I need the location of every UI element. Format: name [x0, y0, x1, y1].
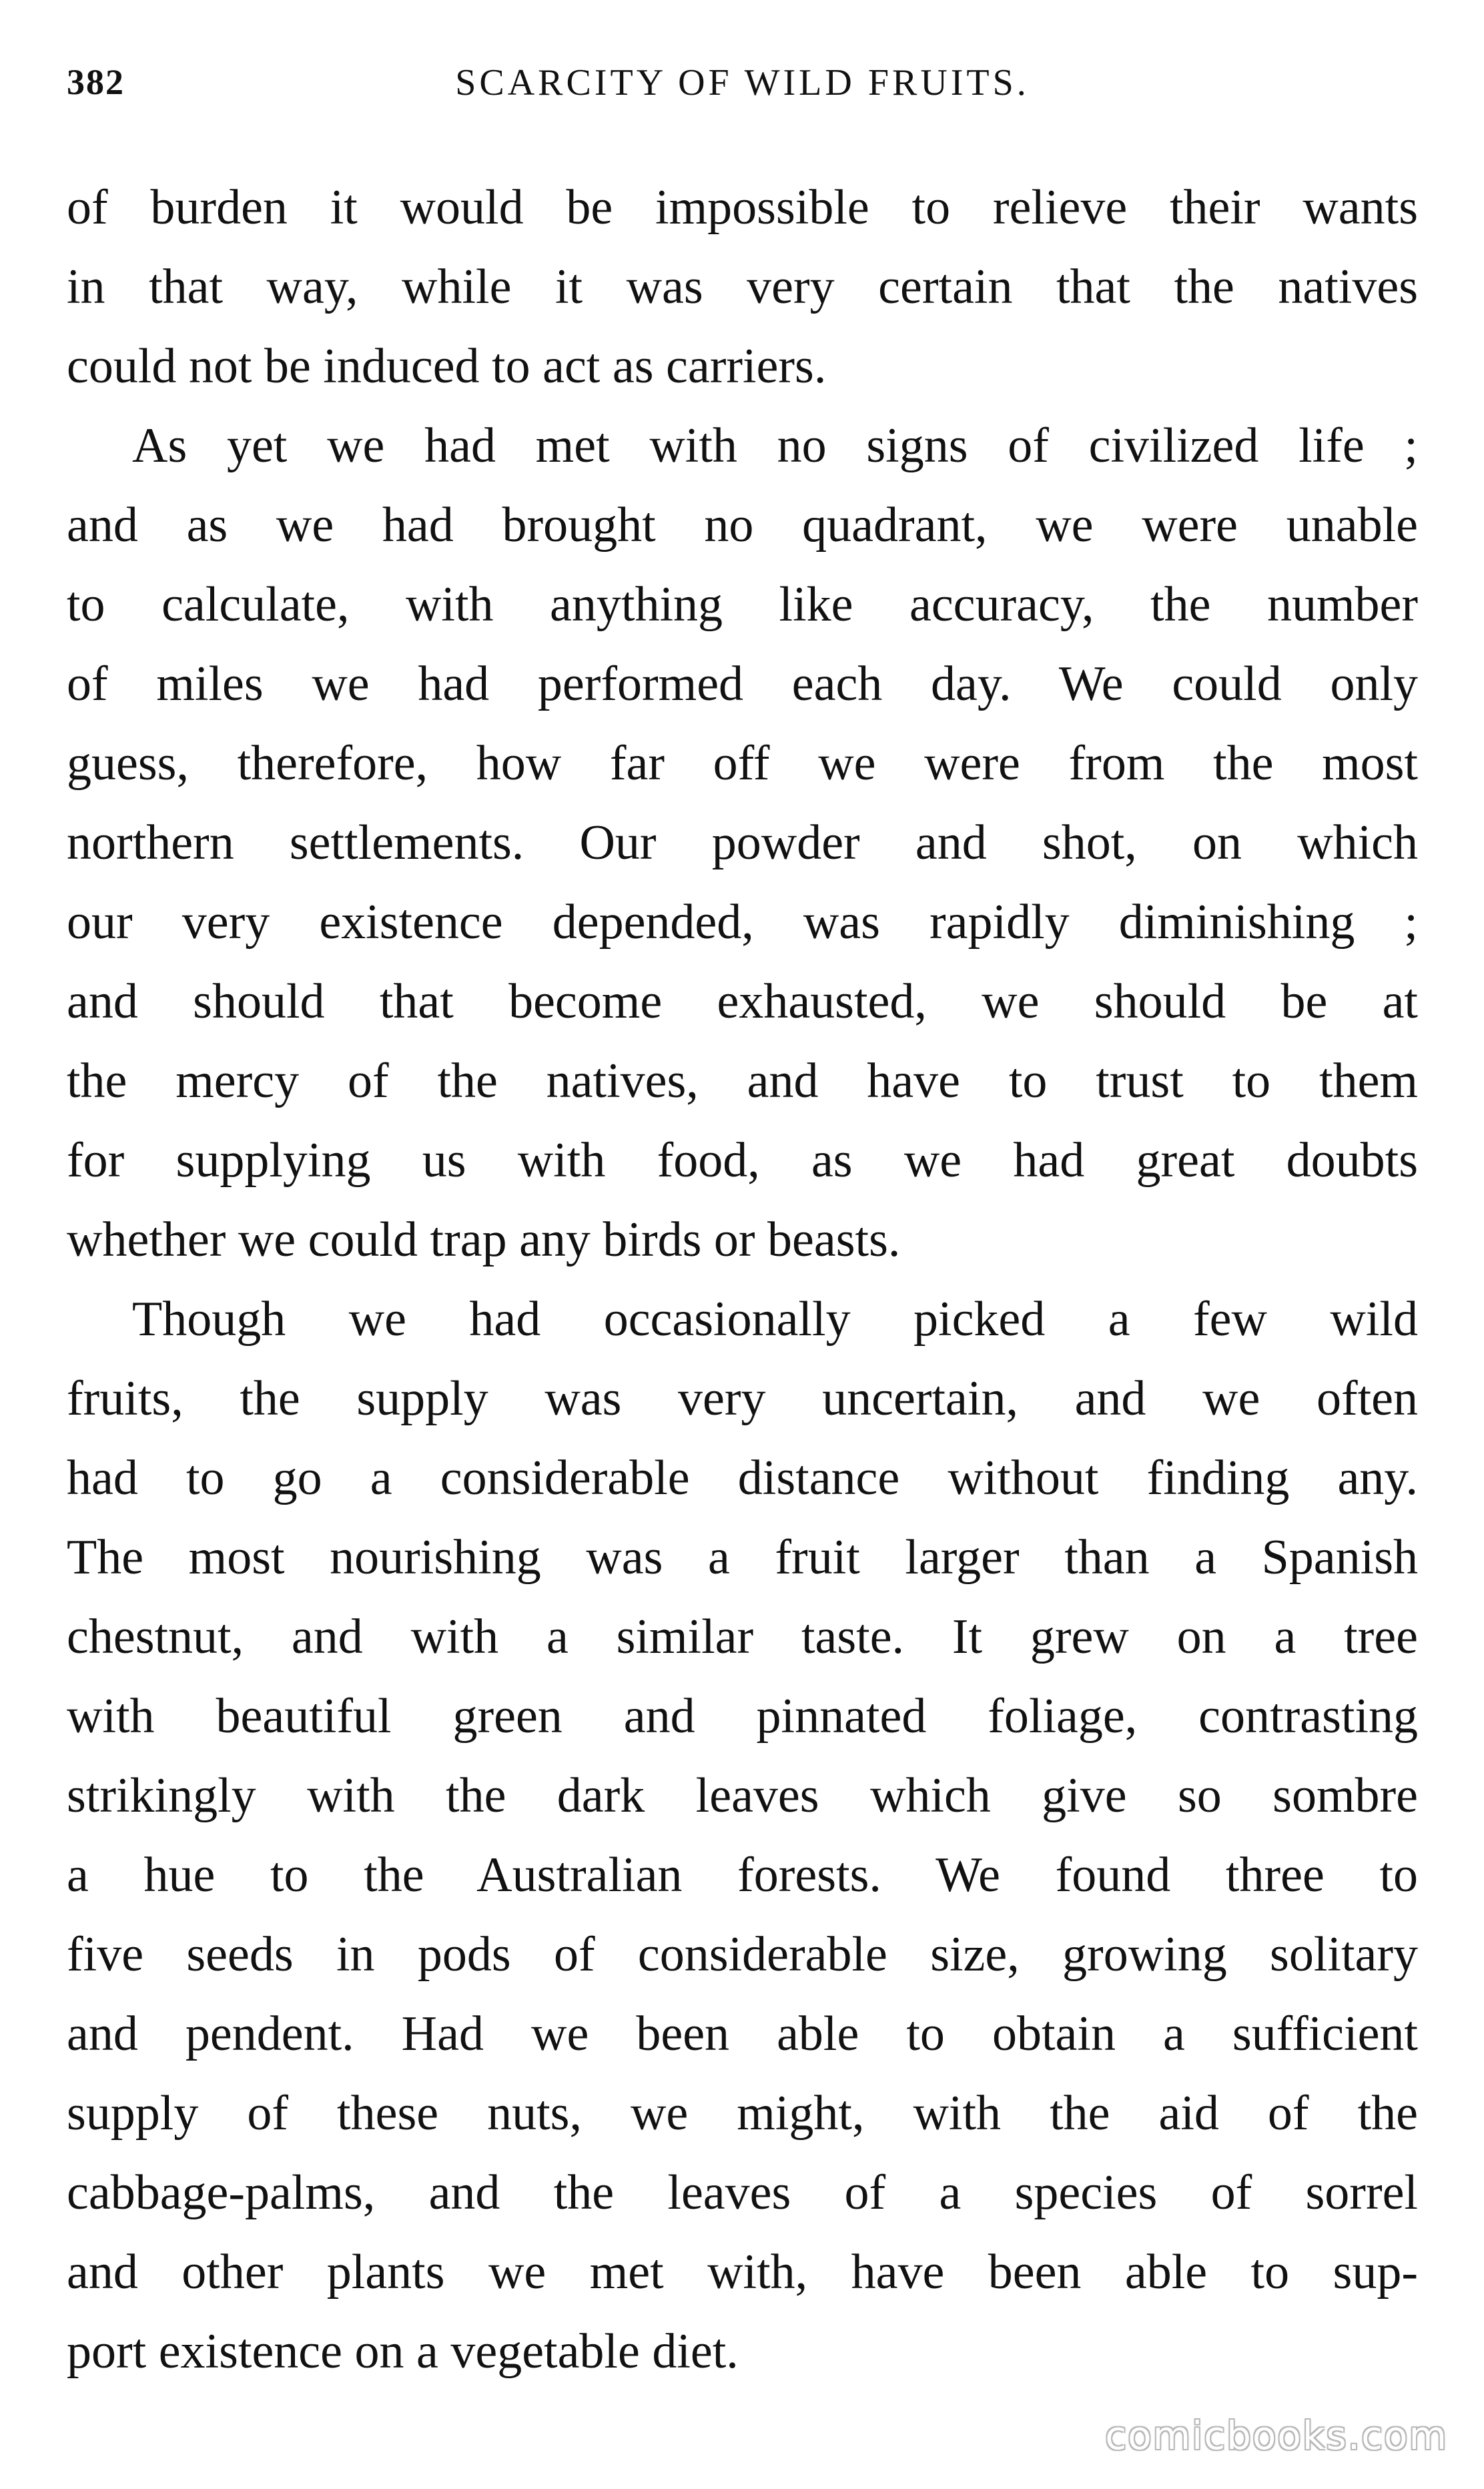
- text-line: of burden it would be impossible to relieve their wants: [67, 180, 1418, 235]
- text-line: fruits, the supply was very uncertain, and we often: [67, 1371, 1418, 1426]
- watermark: comicbooks.com: [1105, 2413, 1448, 2458]
- text-line: of miles we had performed each day. We could only: [67, 657, 1418, 711]
- text-line: guess, therefore, how far off we were from the most: [67, 736, 1418, 791]
- text-line: in that way, while it was very certain that the natives: [67, 260, 1418, 314]
- paragraph-2: [67, 406, 1418, 1280]
- text-line: cabbage-palms, and the leaves of a species of sorrel: [67, 2165, 1418, 2220]
- text-line: The most nourishing was a fruit larger than a Spanish: [67, 1530, 1418, 1585]
- text-line: As yet we had met with no signs of civilized life ;: [132, 418, 1418, 473]
- text-line: and other plants we met with, have been able to sup-: [67, 2245, 1418, 2299]
- text-line: for supplying us with food, as we had great doubts: [67, 1133, 1418, 1188]
- text-line: and should that become exhausted, we should be at: [67, 974, 1418, 1029]
- text-line: and pendent. Had we been able to obtain a sufficient: [67, 2007, 1418, 2061]
- text-line: supply of these nuts, we might, with the aid of the: [67, 2086, 1418, 2141]
- page-number: 382: [67, 62, 125, 102]
- text-line: could not be induced to act as carriers.: [67, 339, 827, 394]
- page-header: [67, 61, 1418, 115]
- body-text: [67, 168, 1418, 2392]
- running-head: SCARCITY OF WILD FRUITS.: [455, 62, 1030, 103]
- text-line: and as we had brought no quadrant, we were unable: [67, 498, 1418, 553]
- text-line: to calculate, with anything like accuracy, the number: [67, 577, 1418, 632]
- text-line: port existence on a vegetable diet.: [67, 2324, 739, 2379]
- text-line: chestnut, and with a similar taste. It grew on a tree: [67, 1610, 1418, 1664]
- text-line: with beautiful green and pinnated foliage, contrasting: [67, 1689, 1418, 1744]
- text-line: five seeds in pods of considerable size, growing solitary: [67, 1927, 1418, 1982]
- text-line: had to go a considerable distance without finding any.: [67, 1451, 1418, 1505]
- text-line: northern settlements. Our powder and shot, on which: [67, 815, 1418, 870]
- text-line: whether we could trap any birds or beasts.: [67, 1212, 901, 1267]
- text-line: strikingly with the dark leaves which give so sombre: [67, 1768, 1418, 1823]
- paragraph-3: [67, 1280, 1418, 2392]
- text-line: a hue to the Australian forests. We found three to: [67, 1848, 1418, 1902]
- text-line: the mercy of the natives, and have to trust to them: [67, 1054, 1418, 1108]
- text-line: our very existence depended, was rapidly diminishing ;: [67, 895, 1418, 950]
- paragraph-1: [67, 168, 1418, 406]
- text-line: Though we had occasionally picked a few wild: [132, 1292, 1418, 1347]
